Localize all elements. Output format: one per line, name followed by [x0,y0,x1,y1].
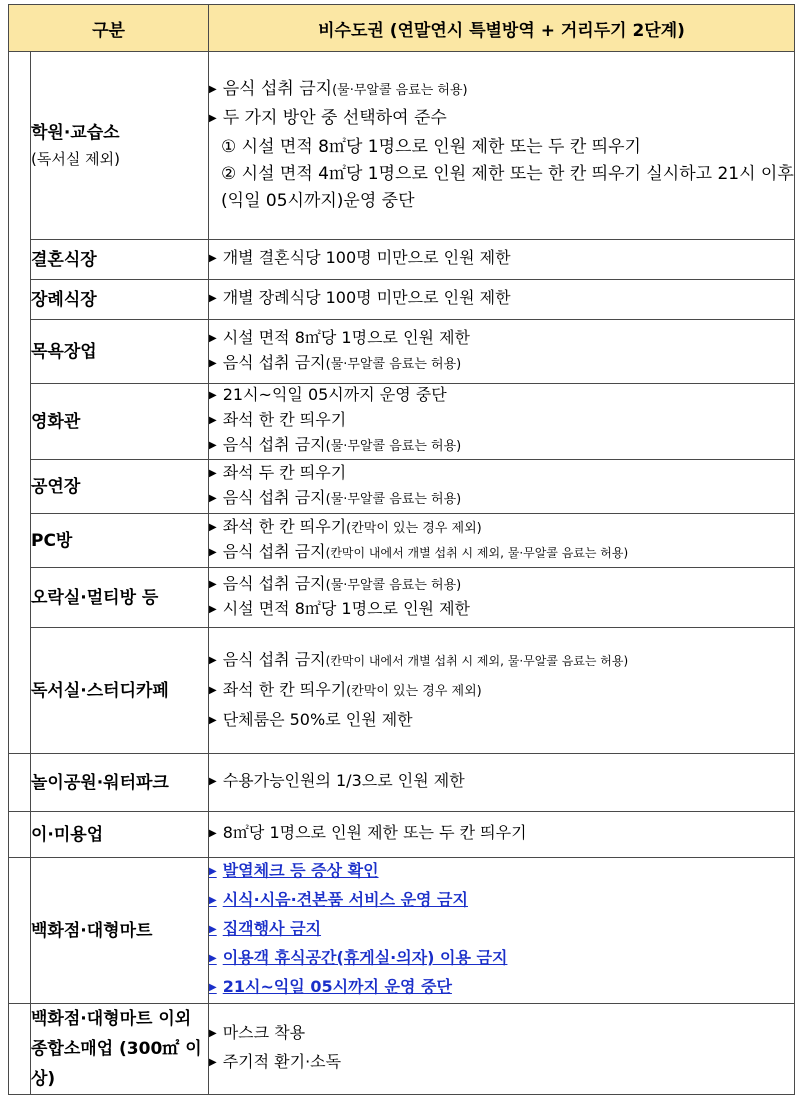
rule-cell [209,52,795,240]
category-cell: 놀이공원·워터파크 [31,754,209,812]
list-item: ▶ 좌석 두 칸 띄우기 [209,462,347,482]
list-item: ▶ 음식 섭취 금지(물·무알콜 음료는 허용) [209,573,462,593]
triangle-bullet-icon: ▶ [209,828,217,839]
table-row [9,384,795,460]
group-indent-cell [9,1004,31,1095]
list-item: ▶ 집객행사 금지 [209,919,322,938]
rule-cell [209,320,795,384]
list-item: ▶ 21시~익일 05시까지 운영 중단 [209,385,447,404]
list-item: ▶ 음식 섭취 금지(물·무알콜 음료는 허용) [209,487,462,507]
list-item: ▶ 음식 섭취 금지(칸막이 내에서 개별 섭취 시 제외, 물·무알콜 음료는 허용) [209,649,629,669]
table-row [9,1004,795,1095]
triangle-bullet-icon: ▶ [209,390,217,401]
triangle-bullet-icon: ▶ [209,521,217,533]
category-cell [31,52,209,240]
table-row [9,812,795,858]
list-item: ▶ 음식 섭취 금지(칸막이 내에서 개별 섭취 시 제외, 물·무알콜 음료는 허용) [209,541,629,561]
triangle-bullet-icon: ▶ [209,924,217,935]
category-cell: 장례식장 [31,280,209,320]
rule-cell [209,280,795,320]
category-cell: 목욕장업 [31,320,209,384]
list-item: ▶ 좌석 한 칸 띄우기(칸막이 있는 경우 제외) [209,679,482,699]
list-item: ▶ 개별 결혼식당 100명 미만으로 인원 제한 [209,248,511,267]
list-item: ▶ 8㎡당 1명으로 인원 제한 또는 두 칸 띄우기 [209,823,527,842]
rule-cell [209,858,795,1004]
rule-cell [209,240,795,280]
triangle-bullet-icon: ▶ [209,113,217,124]
list-item: ▶ 마스크 착용 [209,1023,306,1042]
triangle-bullet-icon: ▶ [209,467,217,479]
rules-table [8,4,795,1095]
triangle-bullet-icon: ▶ [209,440,217,451]
group-indent-cell [9,812,31,858]
table-row [9,628,795,754]
list-item: ▶ 음식 섭취 금지(물·무알콜 음료는 허용) [209,435,462,454]
triangle-bullet-icon: ▶ [209,357,217,369]
triangle-bullet-icon: ▶ [209,415,217,426]
triangle-bullet-icon: ▶ [209,603,217,615]
list-item: ▶ 좌석 한 칸 띄우기 [209,410,347,429]
triangle-bullet-icon: ▶ [209,546,217,558]
category-cell: 백화점·대형마트 [31,858,209,1004]
table-row [9,514,795,568]
triangle-bullet-icon: ▶ [209,895,217,906]
rule-cell [209,1004,795,1095]
triangle-bullet-icon: ▶ [209,578,217,590]
list-item: ▶ 시식·시음·견본품 서비스 운영 금지 [209,890,468,909]
triangle-bullet-icon: ▶ [209,1057,217,1068]
category-cell: 영화관 [31,384,209,460]
triangle-bullet-icon: ▶ [209,776,217,787]
category-cell: 백화점·대형마트 이외 종합소매업 (300㎡ 이상) [31,1004,209,1095]
rule-cell [209,384,795,460]
group-indent-cell [9,858,31,1004]
triangle-bullet-icon: ▶ [209,293,217,304]
header-row [9,5,795,52]
triangle-bullet-icon: ▶ [209,1028,217,1039]
category-cell: PC방 [31,514,209,568]
triangle-bullet-icon: ▶ [209,84,217,95]
list-item: ▶ 음식 섭취 금지(물·무알콜 음료는 허용) [209,79,468,99]
rule-cell [209,514,795,568]
table-row [9,52,795,240]
table-row [9,754,795,812]
list-item: ① 시설 면적 8㎡당 1명으로 인원 제한 또는 두 칸 띄우기 [221,137,641,157]
category-sublabel: (독서실 제외) [31,149,120,168]
group-indent-cell [9,754,31,812]
list-item: ▶ 주기적 환기·소독 [209,1052,342,1071]
category-label: 학원·교습소 [31,122,120,143]
list-item: ▶ 음식 섭취 금지(물·무알콜 음료는 허용) [209,352,462,372]
table-row [9,240,795,280]
triangle-bullet-icon: ▶ [209,866,217,877]
rule-cell [209,754,795,812]
table-row [9,858,795,1004]
table-row [9,280,795,320]
rule-cell [209,568,795,628]
table-row [9,320,795,384]
list-item: ▶ 이용객 휴식공간(휴게실·의자) 이용 금지 [209,948,508,967]
triangle-bullet-icon: ▶ [209,982,217,993]
header-category: 구분 [9,5,209,52]
rule-cell [209,460,795,514]
header-region: 비수도권 (연말연시 특별방역 + 거리두기 2단계) [209,5,795,52]
list-item: ▶ 시설 면적 8㎡당 1명으로 인원 제한 [209,598,470,618]
triangle-bullet-icon: ▶ [209,714,217,726]
triangle-bullet-icon: ▶ [209,253,217,264]
category-cell: 독서실·스터디카페 [31,628,209,754]
list-item: ▶ 두 가지 방안 중 선택하여 준수 [209,108,447,128]
table-row [9,568,795,628]
category-cell: 이·미용업 [31,812,209,858]
list-item: ▶ 21시~익일 05시까지 운영 중단 [209,977,452,996]
triangle-bullet-icon: ▶ [209,684,217,696]
list-item: ▶ 시설 면적 8㎡당 1명으로 인원 제한 [209,327,470,347]
group-indent-cell [9,52,31,754]
category-cell: 오락실·멀티방 등 [31,568,209,628]
list-item: ▶ 발열체크 등 증상 확인 [209,861,379,880]
triangle-bullet-icon: ▶ [209,953,217,964]
category-cell: 결혼식장 [31,240,209,280]
table-row [9,460,795,514]
list-item: ② 시설 면적 4㎡당 1명으로 인원 제한 또는 한 칸 띄우기 실시하고 21시 이후 (익일 05시까지)운영 중단 [221,164,794,211]
rule-cell [209,812,795,858]
list-item: ▶ 좌석 한 칸 띄우기(칸막이 있는 경우 제외) [209,516,482,536]
rule-cell [209,628,795,754]
triangle-bullet-icon: ▶ [209,332,217,344]
triangle-bullet-icon: ▶ [209,654,217,666]
category-cell: 공연장 [31,460,209,514]
list-item: ▶ 수용가능인원의 1/3으로 인원 제한 [209,771,465,790]
list-item: ▶ 개별 장례식당 100명 미만으로 인원 제한 [209,288,511,307]
list-item: ▶ 단체룸은 50%로 인원 제한 [209,709,413,729]
triangle-bullet-icon: ▶ [209,492,217,504]
